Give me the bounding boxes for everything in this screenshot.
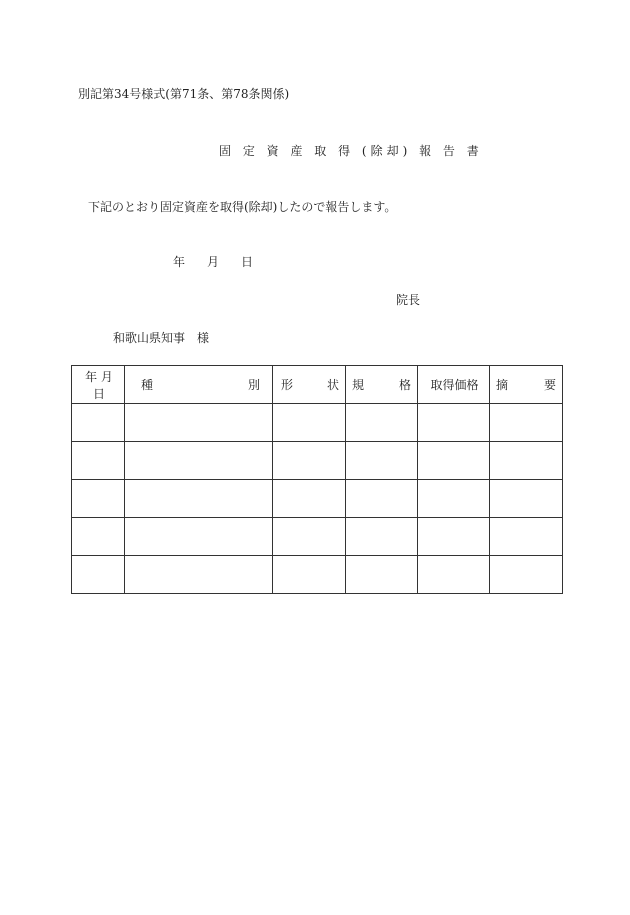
header-remarks — [490, 366, 563, 404]
table-row — [72, 442, 563, 480]
cell-date[interactable] — [72, 442, 125, 480]
cell-date[interactable] — [72, 480, 125, 518]
day-label: 日 — [241, 255, 254, 269]
document-title: 固 定 資 産 取 得 (除却) 報 告 書 — [219, 144, 483, 158]
cell-type[interactable] — [125, 518, 273, 556]
header-date-label: 年 月 日 — [85, 369, 113, 401]
table-row — [72, 518, 563, 556]
header-spec-char2: 格 — [398, 378, 411, 392]
cell-remarks[interactable] — [490, 556, 563, 594]
cell-spec[interactable] — [346, 480, 418, 518]
cell-date[interactable] — [72, 518, 125, 556]
cell-date[interactable] — [72, 404, 125, 442]
addressee: 和歌山県知事 様 — [113, 331, 210, 345]
cell-shape[interactable] — [273, 480, 346, 518]
header-type-char1: 種 — [141, 378, 154, 392]
cell-remarks[interactable] — [490, 442, 563, 480]
cell-type[interactable] — [125, 404, 273, 442]
cell-spec[interactable] — [346, 442, 418, 480]
table-row — [72, 404, 563, 442]
header-price — [418, 366, 490, 404]
header-shape — [273, 366, 346, 404]
body-text: 下記のとおり固定資産を取得(除却)したので報告します。 — [88, 200, 397, 214]
cell-remarks[interactable] — [490, 404, 563, 442]
sender-title: 院長 — [396, 293, 421, 307]
header-type — [125, 366, 273, 404]
date-line — [173, 255, 253, 269]
cell-shape[interactable] — [273, 404, 346, 442]
cell-type[interactable] — [125, 480, 273, 518]
cell-date[interactable] — [72, 556, 125, 594]
header-date — [72, 366, 125, 404]
cell-shape[interactable] — [273, 442, 346, 480]
cell-type[interactable] — [125, 556, 273, 594]
header-remarks-char2: 要 — [543, 378, 556, 392]
year-label: 年 — [173, 255, 186, 269]
cell-spec[interactable] — [346, 404, 418, 442]
header-shape-char2: 状 — [326, 378, 339, 392]
month-label: 月 — [207, 255, 220, 269]
cell-price[interactable] — [418, 442, 490, 480]
table-row — [72, 556, 563, 594]
header-spec-char1: 規 — [352, 378, 365, 392]
report-table — [71, 365, 563, 594]
cell-spec[interactable] — [346, 556, 418, 594]
cell-price[interactable] — [418, 404, 490, 442]
header-shape-char1: 形 — [281, 378, 294, 392]
table-row — [72, 480, 563, 518]
cell-spec[interactable] — [346, 518, 418, 556]
cell-price[interactable] — [418, 556, 490, 594]
cell-shape[interactable] — [273, 556, 346, 594]
form-reference: 別記第34号様式(第71条、第78条関係) — [78, 87, 290, 101]
header-spec — [346, 366, 418, 404]
header-type-char2: 別 — [247, 378, 260, 392]
cell-remarks[interactable] — [490, 518, 563, 556]
header-price-label: 取得価格 — [430, 378, 479, 392]
cell-type[interactable] — [125, 442, 273, 480]
cell-price[interactable] — [418, 518, 490, 556]
cell-shape[interactable] — [273, 518, 346, 556]
cell-remarks[interactable] — [490, 480, 563, 518]
table-header-row — [72, 366, 563, 404]
cell-price[interactable] — [418, 480, 490, 518]
header-remarks-char1: 摘 — [496, 378, 509, 392]
